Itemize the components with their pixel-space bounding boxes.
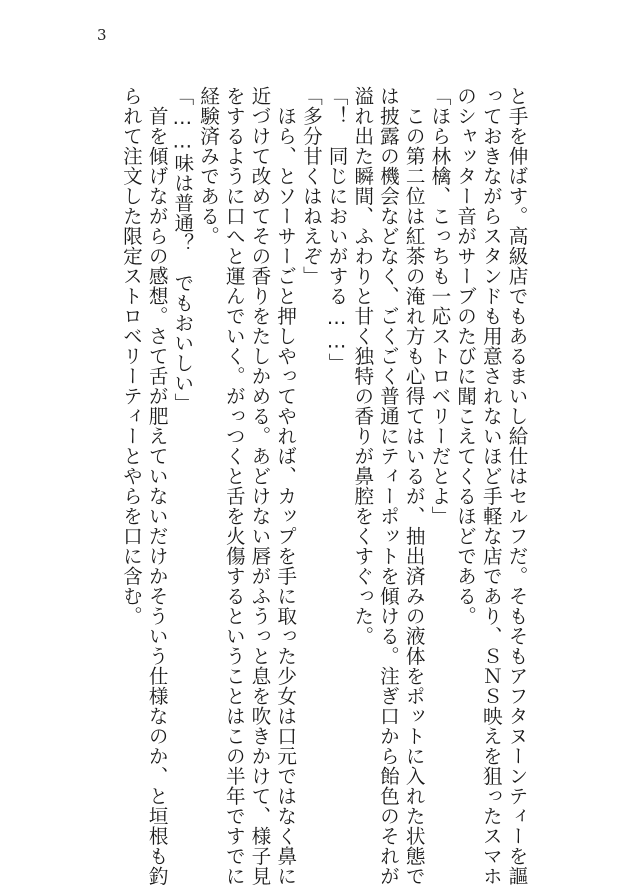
text-line: 経験済みである。 [196,86,220,246]
text-line: のシャッター音がサーブのたびに聞こえてくるほどである。 [453,86,477,626]
text-line: られて注文した限定ストロベリーティーとやらを口に含む。 [119,86,143,626]
text-line: をするように口へと運んでいく。がっつくと舌を火傷するということはこの半年ですでに [222,86,246,886]
text-line: ほら、とソーサーごと押しやってやれば、カップを手に取った少女は口元ではなく鼻に [273,86,297,886]
text-line: 「多分甘くはねえぞ」 [299,86,323,286]
text-line: 溢れ出た瞬間、ふわりと甘く独特の香りが鼻腔をくすぐった。 [350,86,374,646]
text-line: と手を伸ばす。高級店でもあるまいし給仕はセルフだ。そもそもアフタヌーンティーを謳 [505,86,528,886]
text-line: 「……味は普通？ でもおいしい」 [170,86,194,413]
text-line: 「！ 同じにおいがする……」 [325,86,349,373]
text-line: 首を傾げながらの感想。さて舌が肥えていないだけかそういう仕様なのか、と垣根も釣 [145,86,169,886]
text-line: この第二位は紅茶の淹れ方も心得てはいるが、抽出済みの液体をポットに入れた状態で [402,86,426,886]
text-line: は披露の機会などなく、ごくごく普通にティーポットを傾ける。注ぎ口から飴色のそれが [376,86,400,886]
text-line: っておきながらスタンドも用意されないほど手軽な店であり、ＳＮＳ映えを狙ったスマホ [479,86,503,886]
page-number: 3 [97,26,107,44]
novel-text-body [118,86,529,886]
text-line: 近づけて改めてその香りをたしかめる。あどけない唇がふうっと息を吹きかけて、様子見 [247,86,271,886]
text-line: 「ほら林檎、こっちも一応ストロベリーだとよ」 [427,86,451,526]
